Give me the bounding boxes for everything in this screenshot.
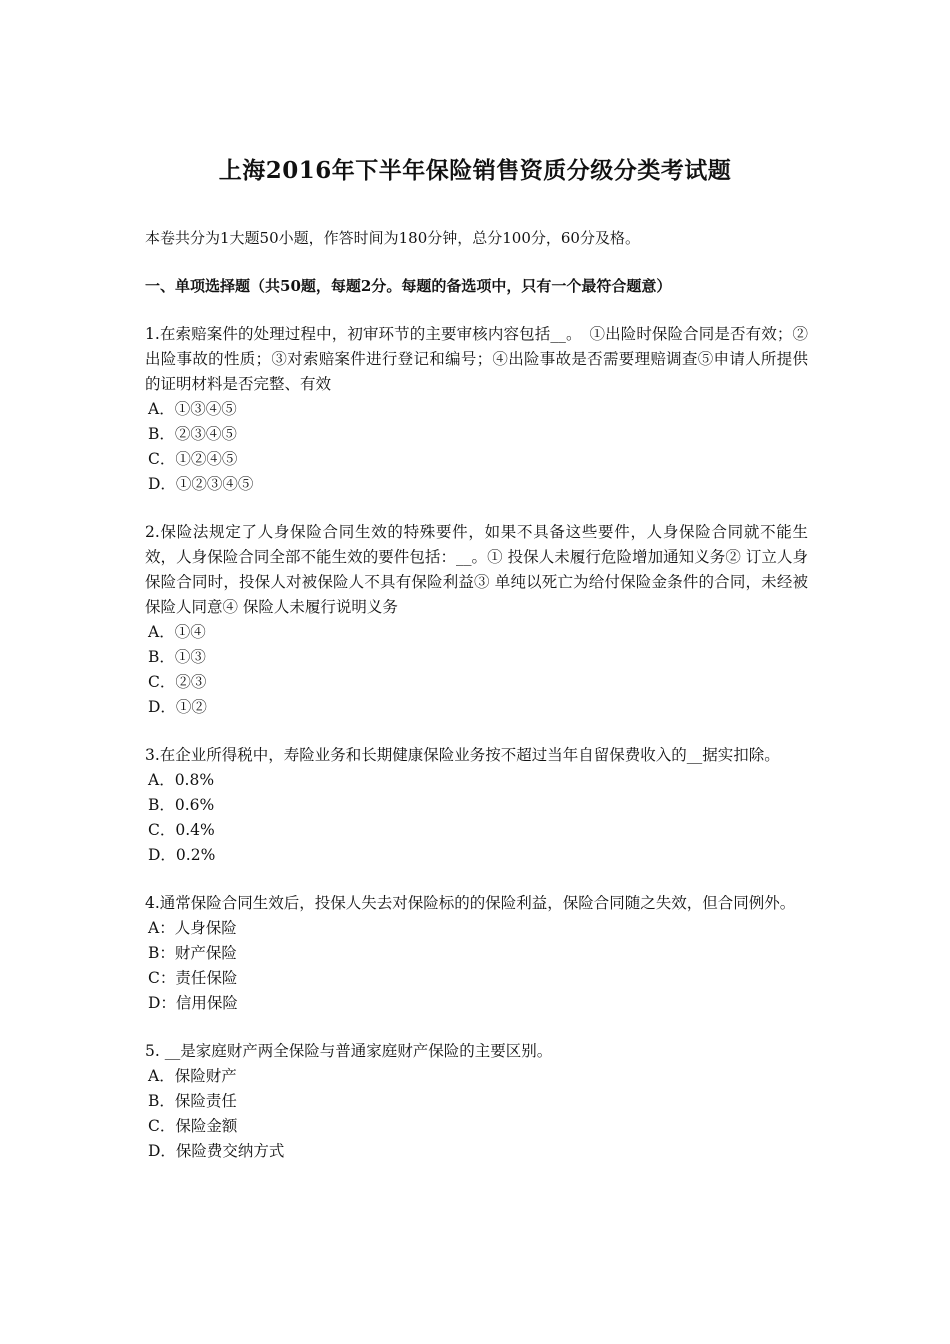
question-text: 1.在索赔案件的处理过程中，初审环节的主要审核内容包括__。 ①出险时保险合同是否有效；②出险事故的性质；③对索赔案件进行登记和编号；④出险事故是否需要理赔调查⑤申请人所提供的证明材料是否完整、有效 [145,325,808,393]
question-4 [145,891,808,1016]
option-c: C．②③ [148,673,207,691]
question-1 [145,322,808,497]
option-c: C．保险金额 [148,1117,238,1135]
option-a: A：人身保险 [148,919,237,937]
option-d: D：信用保险 [148,994,238,1012]
option-b: B．保险责任 [148,1092,237,1110]
exam-intro: 本卷共分为1大题50小题，作答时间为180分钟，总分100分，60分及格。 [145,229,640,247]
option-a: A．保险财产 [148,1067,237,1085]
question-list [145,322,808,1187]
section-heading: 一、单项选择题（共50题，每题2分。每题的备选项中，只有一个最符合题意） [145,277,672,295]
question-5 [145,1039,808,1164]
option-b: B．0.6% [148,796,215,814]
option-a: A．①④ [148,623,206,641]
question-text: 4.通常保险合同生效后，投保人失去对保险标的的保险利益，保险合同随之失效，但合同例外。 [145,894,796,912]
option-d: D．①② [148,698,207,716]
document-title: 上海2016年下半年保险销售资质分级分类考试题 [218,157,732,184]
option-b: B．②③④⑤ [148,425,237,443]
question-2 [145,520,808,720]
question-3 [145,743,808,868]
question-text: 3.在企业所得税中，寿险业务和长期健康保险业务按不超过当年自留保费收入的__据实扣除。 [145,746,780,764]
option-b: B：财产保险 [148,944,237,962]
option-c: C．0.4% [148,821,215,839]
option-d: D．①②③④⑤ [148,475,254,493]
option-d: D．0.2% [148,846,216,864]
option-a: A．0.8% [148,771,215,789]
option-a: A．①③④⑤ [148,400,237,418]
question-text: 2.保险法规定了人身保险合同生效的特殊要件，如果不具备这些要件，人身保险合同就不能生效，人身保险合同全部不能生效的要件包括：__。① 投保人未履行危险增加通知义务② 订立人身保险合同时，投保人对被保险人不具有保险利益③ 单纯以死亡为给付保险金条件的合同，未经被保险人同意④ 保险人未履行说明义务 [145,523,808,616]
option-c: C：责任保险 [148,969,238,987]
question-text: 5. __是家庭财产两全保险与普通家庭财产保险的主要区别。 [145,1042,553,1060]
option-c: C．①②④⑤ [148,450,238,468]
option-b: B．①③ [148,648,206,666]
option-d: D．保险费交纳方式 [148,1142,285,1160]
